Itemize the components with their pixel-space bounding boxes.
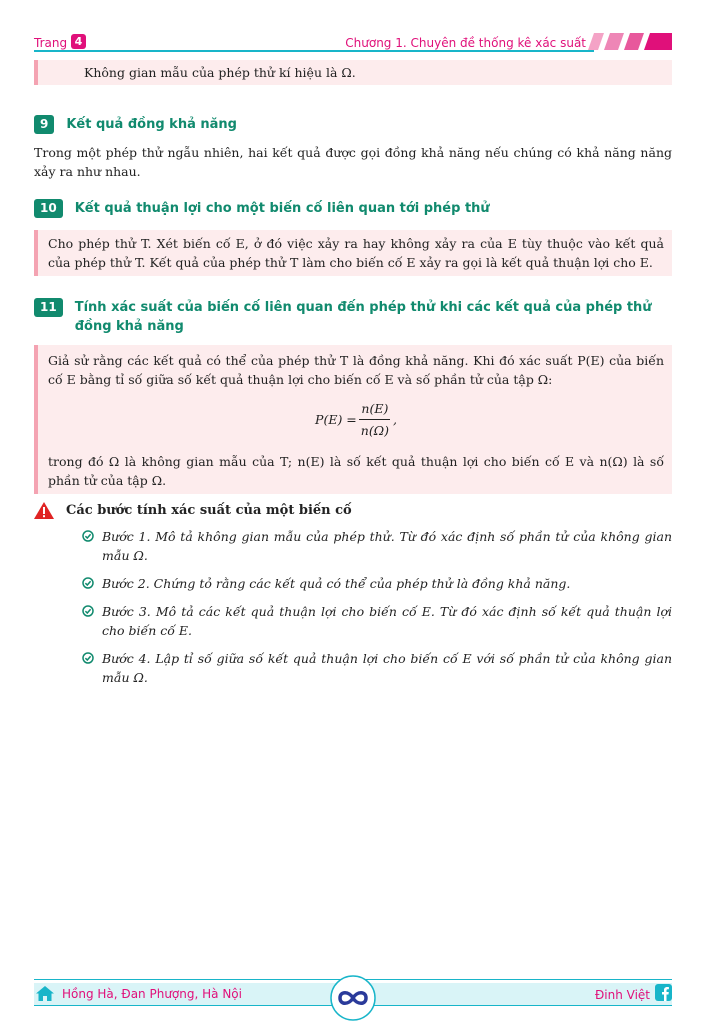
step-text: Bước 1. Mô tả không gian mẫu của phép thử. Từ đó xác định số phần tử của không gian mẫu Ω.: [102, 529, 672, 563]
header-rule: [34, 50, 594, 52]
header-stripes-decoration: [588, 33, 672, 51]
section-title: Kết quả đồng khả năng: [66, 117, 237, 132]
section-number: 10: [34, 199, 63, 218]
formula-tail: ,: [392, 412, 397, 427]
section-10-text: Cho phép thử T. Xét biến cố E, ở đó việc xảy ra hay không xảy ra của E tùy thuộc vào kết quả của phép thử T. Kết quả của phép thử T làm cho biến cố E xảy ra gọi là kết quả thuận lợi cho E.: [48, 236, 664, 270]
sample-space-note: Không gian mẫu của phép thử kí hiệu là Ω.: [34, 60, 672, 85]
steps-callout-heading: [34, 502, 672, 519]
formula-numerator: n(E): [359, 399, 390, 420]
step-text: Bước 2. Chứng tỏ rằng các kết quả có thể của phép thử là đồng khả năng.: [102, 576, 571, 591]
section-number: 9: [34, 115, 54, 134]
chapter-title: Chương 1. Chuyên đề thống kê xác suất: [345, 36, 586, 50]
section-10-definition-box: [34, 230, 672, 276]
page-label: Trang: [34, 36, 68, 50]
formula-fraction: [359, 399, 391, 440]
section-9-text: Trong một phép thử ngẫu nhiên, hai kết quả được gọi đồng khả năng nếu chúng có khả năng năng xảy ra như nhau.: [34, 145, 672, 179]
section-9-heading: [34, 115, 672, 134]
steps-list: [82, 527, 672, 687]
section-11-theorem-box: [34, 345, 672, 494]
probability-formula: [48, 399, 664, 440]
list-item: [82, 602, 672, 640]
page-header: [34, 32, 672, 54]
formula-denominator: n(Ω): [360, 423, 389, 438]
page-footer: [34, 975, 672, 1025]
facebook-icon[interactable]: [655, 984, 672, 1001]
page-number-badge: 4: [71, 34, 86, 49]
section-11-text-before: Giả sử rằng các kết quả có thể của phép thử T là đồng khả năng. Khi đó xác suất P(E) của biến cố E bằng tỉ số giữa số kết quả thuận lợi cho biến cố E và số phần tử của tập Ω:: [48, 353, 664, 387]
footer-address: Hồng Hà, Đan Phượng, Hà Nội: [62, 987, 242, 1001]
check-circle-icon: [82, 605, 94, 617]
check-circle-icon: [82, 652, 94, 664]
section-number: 11: [34, 298, 63, 317]
warning-triangle-icon: [34, 502, 54, 519]
infinity-logo: [328, 975, 378, 1021]
section-11-heading: [34, 298, 672, 336]
list-item: [82, 527, 672, 565]
list-item: [82, 649, 672, 687]
section-title: Kết quả thuận lợi cho một biến cố liên quan tới phép thử: [74, 201, 490, 216]
check-circle-icon: [82, 530, 94, 542]
step-text: Bước 4. Lập tỉ số giữa số kết quả thuận lợi cho biến cố E với số phần tử của không gian mẫu Ω.: [102, 651, 672, 685]
step-text: Bước 3. Mô tả các kết quả thuận lợi cho biến cố E. Từ đó xác định số kết quả thuận lợi cho biến cố E.: [102, 604, 672, 638]
formula-lhs: P(E) =: [315, 412, 357, 427]
footer-author: Đinh Việt: [594, 988, 650, 1002]
section-title: Tính xác suất của biến cố liên quan đến phép thử khi các kết quả của phép thử đồng khả năng: [74, 300, 652, 334]
section-11-text-after: trong đó Ω là không gian mẫu của T; n(E) là số kết quả thuận lợi cho biến cố E và n(Ω) là số phần tử của tập Ω.: [48, 454, 664, 488]
steps-callout-title: Các bước tính xác suất của một biến cố: [66, 503, 352, 518]
section-10-heading: [34, 199, 672, 218]
check-circle-icon: [82, 577, 94, 589]
home-icon: [36, 986, 54, 1001]
page-content: [34, 60, 672, 696]
list-item: [82, 574, 672, 593]
